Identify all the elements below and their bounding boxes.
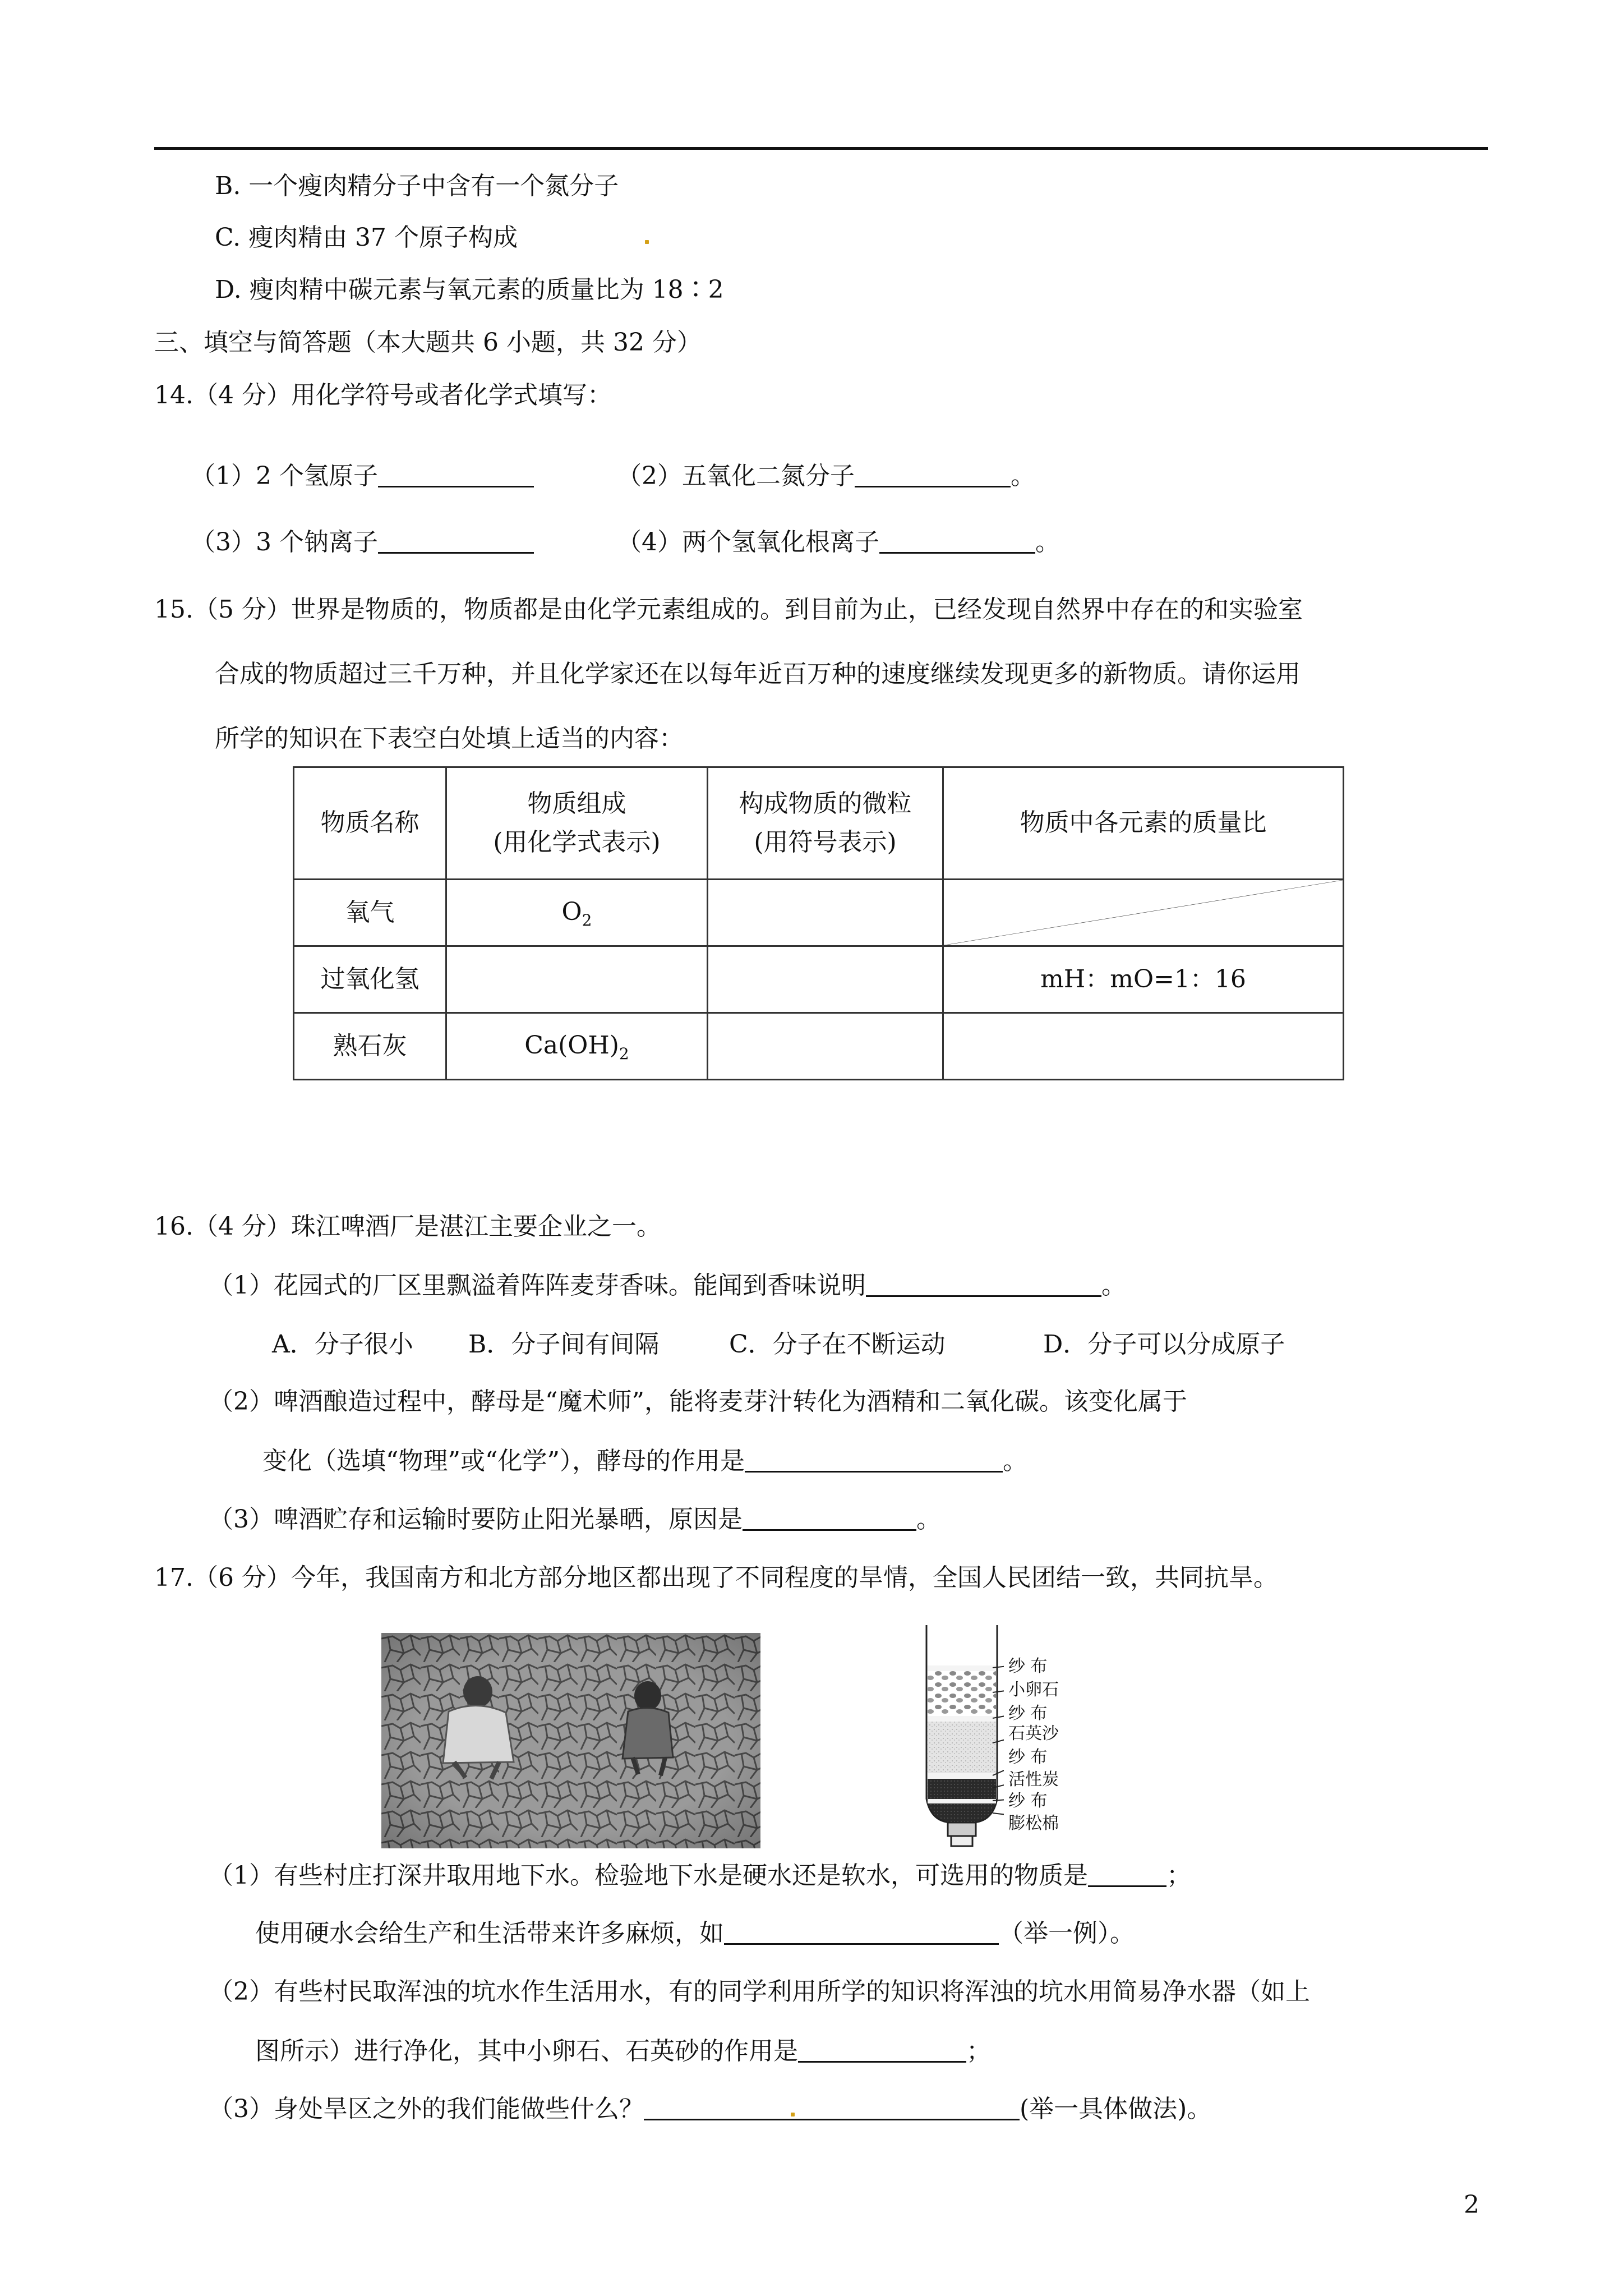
- particle-cell[interactable]: [708, 946, 943, 1013]
- q17-part2-line2: [255, 2031, 991, 2067]
- substance-name: 氧气: [294, 880, 446, 946]
- q14-part1: [191, 455, 534, 491]
- formula-text: Ca(OH): [524, 1030, 619, 1060]
- option-a: A．分子很小: [272, 1330, 413, 1359]
- filter-label: 纱 布: [1008, 1747, 1048, 1767]
- q16-part3-text: （3）啤酒贮存和运输时要防止阳光暴晒，原因是: [209, 1505, 743, 1534]
- option-b: B. 一个瘦肉精分子中含有一个氮分子: [215, 172, 619, 200]
- q17-part3-text: （3）身处旱区之外的我们能做些什么？: [209, 2095, 644, 2123]
- diagonal-cell: [943, 880, 1344, 946]
- answer-blank[interactable]: [724, 1918, 999, 1945]
- option-d: D. 瘦肉精中碳元素与氧元素的质量比为 18∶2: [215, 275, 724, 304]
- filter-label: 膨松棉: [1008, 1814, 1059, 1833]
- option-c: C．分子在不断运动: [729, 1330, 946, 1359]
- option-d: D．分子可以分成原子: [1043, 1330, 1285, 1359]
- formula-cell: [446, 1013, 708, 1080]
- particle-cell[interactable]: [708, 880, 943, 946]
- header-line: (用符号表示): [754, 827, 897, 857]
- q14-part3-text: （3）3 个钠离子: [191, 528, 378, 556]
- formula-subscript: 2: [619, 1044, 629, 1063]
- answer-blank[interactable]: [378, 527, 534, 554]
- header-cell: 物质中各元素的质量比: [943, 767, 1344, 880]
- speck-mark: [791, 2113, 795, 2116]
- q16-part2-line2: [262, 1441, 1027, 1476]
- q15-line3: 所学的知识在下表空白处填上适当的内容：: [215, 724, 684, 753]
- header-cell: [708, 767, 943, 880]
- filter-label: 活性炭: [1008, 1770, 1059, 1789]
- particle-cell[interactable]: [708, 1013, 943, 1080]
- semicolon: ；: [1166, 1861, 1191, 1890]
- q14-stem: 14.（4 分）用化学符号或者化学式填写：: [154, 381, 612, 409]
- option-c: C. 瘦肉精由 37 个原子构成: [215, 223, 518, 252]
- q14-part4-text: （4）两个氢氧化根离子: [617, 528, 879, 556]
- q16-stem: 16.（4 分）珠江啤酒厂是湛江主要企业之一。: [154, 1212, 661, 1241]
- q17-part2-text: 图所示）进行净化，其中小卵石、石英砂的作用是: [255, 2037, 798, 2065]
- answer-blank[interactable]: [644, 2094, 1020, 2120]
- speck-mark: [645, 240, 649, 244]
- answer-blank[interactable]: [798, 2036, 966, 2063]
- q14-part2-text: （2）五氧化二氮分子: [617, 462, 855, 490]
- q14-part3: [191, 522, 534, 558]
- header-line: 物质组成: [527, 789, 626, 818]
- filter-label: 石英沙: [1008, 1724, 1059, 1743]
- answer-blank[interactable]: [1088, 1861, 1166, 1887]
- formula-cell[interactable]: [446, 946, 708, 1013]
- header-line: (用化学式表示): [493, 827, 661, 857]
- substance-name: 过氧化氢: [294, 946, 446, 1013]
- header-line: 构成物质的微粒: [739, 789, 912, 818]
- answer-blank[interactable]: [855, 461, 1011, 487]
- table-row: [294, 880, 1344, 946]
- q17-stem: 17.（6 分）今年，我国南方和北方部分地区都出现了不同程度的旱情，全国人民团结一致，共同抗旱。: [154, 1563, 1278, 1592]
- answer-blank[interactable]: [879, 527, 1035, 554]
- q17-part1-text-2: 使用硬水会给生产和生活带来许多麻烦，如: [255, 1919, 724, 1948]
- q14-part2: [617, 455, 1035, 491]
- q17-part1-line2: [255, 1913, 1135, 1949]
- formula-cell: [446, 880, 708, 946]
- filter-bottle-drawing: [920, 1625, 1004, 1861]
- section-title: 三、填空与简答题（本大题共 6 小题，共 32 分）: [154, 328, 702, 357]
- q14-part1-text: （1）2 个氢原子: [191, 462, 378, 490]
- answer-blank[interactable]: [866, 1271, 1101, 1297]
- table-row: [294, 946, 1344, 1013]
- period: 。: [916, 1505, 941, 1534]
- answer-blank[interactable]: [743, 1504, 916, 1531]
- q15-line2: 合成的物质超过三千万种，并且化学家还在以每年近百万种的速度继续发现更多的新物质。请你运用: [215, 660, 1301, 688]
- filter-label: 小卵石: [1008, 1680, 1059, 1700]
- q16-part1-text: （1）花园式的厂区里飘溢着阵阵麦芽香味。能闻到香味说明: [209, 1271, 866, 1300]
- period: 。: [1035, 528, 1060, 556]
- q17-part1-text: （1）有些村庄打深井取用地下水。检验地下水是硬水还是软水，可选用的物质是: [209, 1861, 1088, 1890]
- header-rule: [154, 147, 1488, 150]
- page-number: 2: [1464, 2191, 1479, 2219]
- filter-label: 纱 布: [1008, 1657, 1048, 1676]
- q17-part3: [209, 2088, 1211, 2124]
- q17-part1-line1: [209, 1855, 1191, 1891]
- filter-label: 纱 布: [1008, 1704, 1048, 1723]
- water-filter-diagram: [920, 1625, 1122, 1861]
- diagonal-line: [944, 880, 1343, 945]
- answer-blank[interactable]: [378, 461, 534, 487]
- q14-part4: [617, 522, 1060, 558]
- formula-subscript: 2: [582, 910, 592, 930]
- answer-blank[interactable]: [745, 1446, 1003, 1473]
- q16-part2-text: 变化（选填“物理”或“化学”），酵母的作用是: [262, 1447, 745, 1475]
- filter-label: 纱 布: [1008, 1791, 1048, 1811]
- q15-line1: 15.（5 分）世界是物质的，物质都是由化学元素组成的。到目前为止，已经发现自然界中存在的和实验室: [154, 595, 1303, 624]
- period: 。: [1011, 462, 1035, 490]
- q16-part1: [209, 1265, 1126, 1301]
- table-header-row: [294, 767, 1344, 880]
- header-cell: [446, 767, 708, 880]
- semicolon: ；: [966, 2037, 991, 2065]
- suffix-text: （举一例）。: [999, 1919, 1135, 1948]
- cracked-earth-image: [381, 1633, 760, 1848]
- period: 。: [1101, 1271, 1126, 1300]
- formula-text: O: [561, 897, 582, 926]
- header-cell: 物质名称: [294, 767, 446, 880]
- q16-part3: [209, 1499, 941, 1535]
- q15-table: [293, 766, 1344, 1080]
- ratio-cell: mH：mO=1：16: [943, 946, 1344, 1013]
- substance-name: 熟石灰: [294, 1013, 446, 1080]
- drought-photo: [381, 1633, 760, 1848]
- period: 。: [1002, 1447, 1027, 1475]
- option-b: B．分子间有间隔: [468, 1330, 660, 1359]
- table-row: [294, 1013, 1344, 1080]
- suffix-text: (举一具体做法)。: [1020, 2095, 1212, 2123]
- q17-part2-line1: （2）有些村民取浑浊的坑水作生活用水，有的同学利用所学的知识将浑浊的坑水用简易净水器（如上: [209, 1977, 1310, 2006]
- q16-part2-line1: （2）啤酒酿造过程中，酵母是“魔术师”，能将麦芽汁转化为酒精和二氧化碳。该变化属于: [209, 1387, 1187, 1416]
- ratio-cell[interactable]: [943, 1013, 1344, 1080]
